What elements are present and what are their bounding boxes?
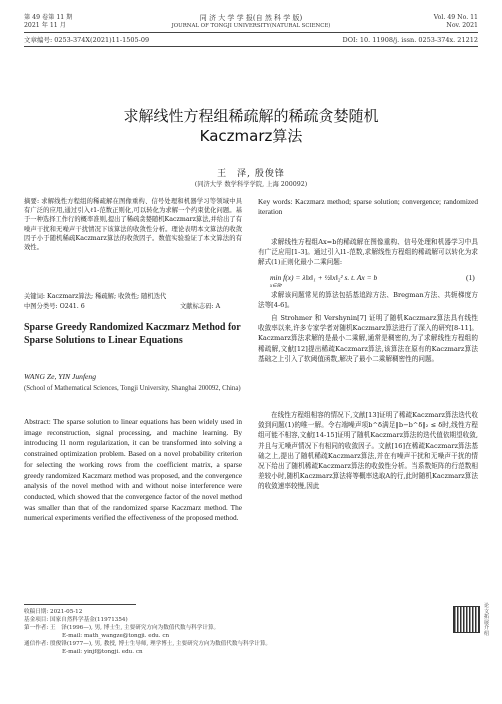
qr-code-image xyxy=(453,606,480,633)
body-paragraph-2: 求解该问题常见的算法包括基追踪方法、Bregman方法、共轭梯度方法等[4-6]。 xyxy=(258,291,478,310)
volume-issue-cn: 第 49 卷第 11 期 xyxy=(24,14,73,21)
paper-title-cn-line2: Kaczmarz算法 xyxy=(199,127,303,145)
affiliation-en: (School of Mathematical Sciences, Tongji University, Shanghai 200092, China) xyxy=(24,385,241,392)
header-rule xyxy=(24,32,478,33)
authors-cn: 王 泽, 殷俊锋 xyxy=(217,169,285,179)
fund-info: 基金项目: 国家自然科学基金(11971354) xyxy=(24,617,128,623)
first-author-info: 第一作者: 王 泽(1996—), 男, 博士生, 主要研究方向为数值代数与科学计算。 xyxy=(24,625,220,631)
article-number: 文章编号: 0253-374X(2021)11-1505-09 xyxy=(24,36,150,44)
date-cn: 2021 年 11 月 xyxy=(24,22,66,29)
affiliation-cn: (同济大学 数学科学学院, 上海 200092) xyxy=(194,181,308,188)
footnote xyxy=(24,608,444,656)
class-number: 中图分类号: O241. 6 xyxy=(24,303,85,310)
paper-title-cn-line1: 求解线性方程组稀疏解的稀疏贪婪随机 xyxy=(123,107,379,125)
paper-title-en: Sparse Greedy Randomized Kaczmarz Method for Sparse Solutions to Linear Equations xyxy=(24,322,241,346)
journal-name-cn: 同 济 大 学 学 报(自 然 科 学 版) xyxy=(199,14,303,22)
corresponding-author-email: E-mail: yinjf@tongji. edu. cn xyxy=(62,649,143,655)
abstract-en: Abstract: The sparse solution to linear equations has been widely used in image reconstruction, signal processing, and machine learning. By introducing l1 norm regularization, it can be transformed into solving a constrained optimization problem. Based on a novel probability criterion for selecting the working rows from the coefficient matrix, a sparse greedy randomized Kaczmarz method was proposed, and the convergence analysis of the novel method with and without noise interference were conducted, which showed that the convergence factor of the novel method was smaller than that of the randomized sparse Kaczmarz method. The numerical experiments verified the effectiveness of the proposed method. xyxy=(24,417,242,523)
keywords-en: Key words: Kaczmarz method; sparse solution; convergence; randomized iteration xyxy=(258,197,478,217)
document-code: 文献标志码: A xyxy=(180,303,221,310)
authors-en: WANG Ze, YIN Junfeng xyxy=(24,372,97,381)
journal-name-en: JOURNAL OF TONGJI UNIVERSITY(NATURAL SCIENCE) xyxy=(171,23,331,29)
body-paragraph-1: 求解线性方程组Ax=b的稀疏解在图像重构、信号处理和机器学习中具有广泛应用[1-3]。通过引入l1-范数,求解线性方程组的稀疏解可以转化为求解式(1)正则化最小二乘问题: xyxy=(258,238,478,267)
date-en: Nov. 2021 xyxy=(446,22,478,29)
corresponding-author-info: 通信作者: 殷俊锋(1977—), 男, 教授, 博士生导师, 理学博士, 主要研究方向为数值代数与科学计算。 xyxy=(24,641,272,647)
body-paragraph-4: 在线性方程组相容的情况下,文献[13]证明了稀疏Kaczmarz算法迭代收敛到问题(1)的唯一解。令右端噪声项b^δ满足‖b−b^δ‖₂ ≤ δ时,线性方程组可能不相容,文献[14-15]证明了随机Kaczmarz算法的迭代值依期望收敛,并且与无噪声情况下有相同的收敛因子。文献[16]在稀疏Kaczmarz算法基础之上,提出了随机稀疏Kaczmarz算法,并在有噪声干扰和无噪声干扰的情况下给出了随机稀疏Kaczmarz算法的收敛性分析。当系数矩阵的行范数相差较小时,随机Kaczmarz算法将等概率选取A的行,此时随机Kaczmarz算法的收敛速率较慢,因此 xyxy=(258,411,478,491)
doi-rule xyxy=(24,46,478,47)
qr-caption: 论文拓展介绍 xyxy=(484,603,490,637)
doi: DOI: 10. 11908/j. issn. 0253-374x. 21212 xyxy=(342,36,478,44)
equation-1-subscript: x∈ℝⁿ xyxy=(270,284,283,289)
equation-1-number: (1) xyxy=(466,273,475,282)
first-author-email: E-mail: math_wangze@tongji. edu. cn xyxy=(62,633,170,639)
abstract-cn: 摘要: 求解线性方程组的稀疏解在图像重构、信号处理和机器学习等领域中具有广泛的应用,通过引入ℓ1-范数正则化,可以转化为求解一个约束优化问题。基于一种选择工作行的概率准则,提出了稀疏贪婪随机Kaczmarz算法,并给出了有噪声干扰和无噪声干扰情况下该算法的收敛性分析。理论表明本文算法的收敛因子小于随机稀疏Kaczmarz算法的收敛因子。数值实验验证了本文算法的有效性。 xyxy=(24,198,242,252)
volume-issue-en: Vol. 49 No. 11 xyxy=(433,14,478,21)
received-date: 收稿日期: 2021-05-12 xyxy=(24,609,83,615)
body-paragraph-3: 自 Strohmer 和 Vershynin[7] 证明了随机Kaczmarz算法具有线性收敛率以来,许多专家学者对随机Kaczmarz算法进行了深入的研究[8-11]。Kaczmarz算法求解的是最小二乘解,通常是稠密的,为了求解线性方程组的稀疏解,文献[12]提出稀疏Kaczmarz算法,该算法在原有的Kaczmarz算法基础之上引入了软阈值函数,解决了最小二乘解稠密性的问题。 xyxy=(258,314,478,363)
equation-1: min f(x) = λ‖x‖₁ + ½‖x‖₂² s. t. Ax = b xyxy=(270,273,378,282)
keywords-cn: 关键词: Kaczmarz算法; 稀疏解; 收敛性; 随机迭代 xyxy=(24,293,167,300)
footnote-rule xyxy=(24,604,136,605)
